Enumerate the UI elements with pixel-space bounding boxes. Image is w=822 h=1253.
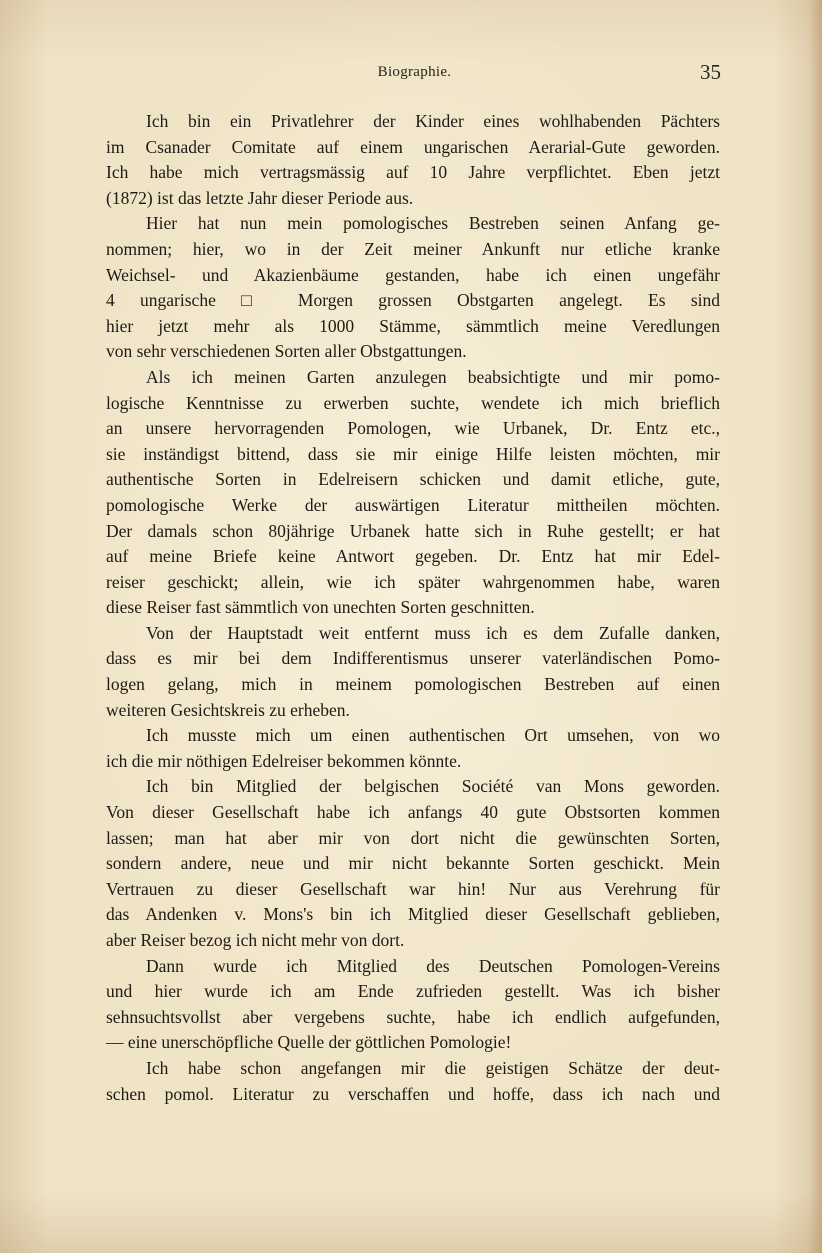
text-line: sondern andere, neue und mir nicht bekannte Sorten geschickt. Mein [106, 853, 720, 874]
text-line: weiteren Gesichtskreis zu erheben. [106, 699, 350, 720]
text-line: Ich musste mich um einen authentischen Ort umsehen, von wo [146, 725, 720, 746]
text-line: Von dieser Gesellschaft habe ich anfangs 40 gute Obstsorten kommen [106, 802, 720, 823]
text-line: reiser geschickt; allein, wie ich später wahrgenommen habe, waren [106, 571, 720, 592]
text-line: aber Reiser bezog ich nicht mehr von dort. [106, 930, 405, 950]
text-line: an unsere hervorragenden Pomologen, wie Urbanek, Dr. Entz etc., [106, 418, 720, 439]
text-line: hier jetzt mehr als 1000 Stämme, sämmtlich meine Veredlungen [106, 315, 720, 336]
text-line: Ich habe mich vertragsmässig auf 10 Jahre verpflichtet. Eben jetzt [106, 162, 720, 183]
text-line: ich die mir nöthigen Edelreiser bekommen könnte. [106, 750, 462, 771]
text-line: das Andenken v. Mons's bin ich Mitglied dieser Gesellschaft geblieben, [106, 904, 720, 925]
text-line: 4 ungarische □ Morgen grossen Obstgarten angelegt. Es sind [106, 290, 720, 311]
text-line: im Csanader Comitate auf einem ungarischen Aerarial-Gute geworden. [106, 136, 720, 157]
running-head: Biographie. [377, 64, 452, 80]
text-line: auf meine Briefe keine Antwort gegeben. Dr. Entz hat mir Edel- [106, 546, 720, 567]
text-line: nommen; hier, wo in der Zeit meiner Ankunft nur etliche kranke [106, 238, 720, 259]
text-line: Der damals schon 80jährige Urbanek hatte sich in Ruhe gestellt; er hat [106, 520, 720, 541]
text-line: Vertrauen zu dieser Gesellschaft war hin! Nur aus Verehrung für [106, 878, 720, 899]
text-line: Ich bin Mitglied der belgischen Société van Mons geworden. [146, 776, 720, 797]
text-line: — eine unerschöpfliche Quelle der göttlichen Pomologie! [106, 1032, 512, 1053]
text-line: Weichsel- und Akazienbäume gestanden, habe ich einen ungefähr [106, 264, 720, 285]
text-line: authentische Sorten in Edelreisern schicken und damit etliche, gute, [106, 469, 720, 490]
text-line: Von der Hauptstadt weit entfernt muss ich es dem Zufalle danken, [146, 622, 720, 643]
body-text [106, 109, 720, 1107]
text-line: und hier wurde ich am Ende zufrieden gestellt. Was ich bisher [106, 981, 720, 1002]
text-line: sehnsuchtsvollst aber vergebens suchte, habe ich endlich aufgefunden, [106, 1006, 720, 1027]
page-number: 35 [700, 60, 721, 84]
text-line: Ich habe schon angefangen mir die geistigen Schätze der deut- [146, 1057, 720, 1078]
text-line: sie inständigst bittend, dass sie mir einige Hilfe leisten möchten, mir [106, 443, 720, 464]
text-line: Als ich meinen Garten anzulegen beabsichtigte und mir pomo- [146, 366, 720, 387]
text-line: Dann wurde ich Mitglied des Deutschen Pomologen-Vereins [146, 955, 720, 976]
text-line: lassen; man hat aber mir von dort nicht die gewünschten Sorten, [106, 827, 720, 848]
text-line: pomologische Werke der auswärtigen Literatur mittheilen möchten. [106, 494, 720, 515]
text-line: schen pomol. Literatur zu verschaffen und hoffe, dass ich nach und [106, 1083, 720, 1104]
page-edge-shadow [808, 0, 822, 1253]
text-line: logische Kenntnisse zu erwerben suchte, wendete ich mich brieflich [106, 392, 720, 413]
text-line: logen gelang, mich in meinem pomologischen Bestreben auf einen [106, 674, 720, 695]
text-line: dass es mir bei dem Indifferentismus unserer vaterländischen Pomo- [106, 648, 720, 669]
text-line: (1872) ist das letzte Jahr dieser Periode aus. [106, 187, 414, 208]
page-header [108, 62, 721, 92]
text-line: diese Reiser fast sämmtlich von unechten Sorten geschnitten. [106, 597, 535, 618]
text-line: Hier hat nun mein pomologisches Bestreben seinen Anfang ge- [146, 213, 720, 234]
text-line: Ich bin ein Privatlehrer der Kinder eines wohlhabenden Pächters [146, 111, 720, 131]
text-line: von sehr verschiedenen Sorten aller Obstgattungen. [106, 341, 467, 362]
